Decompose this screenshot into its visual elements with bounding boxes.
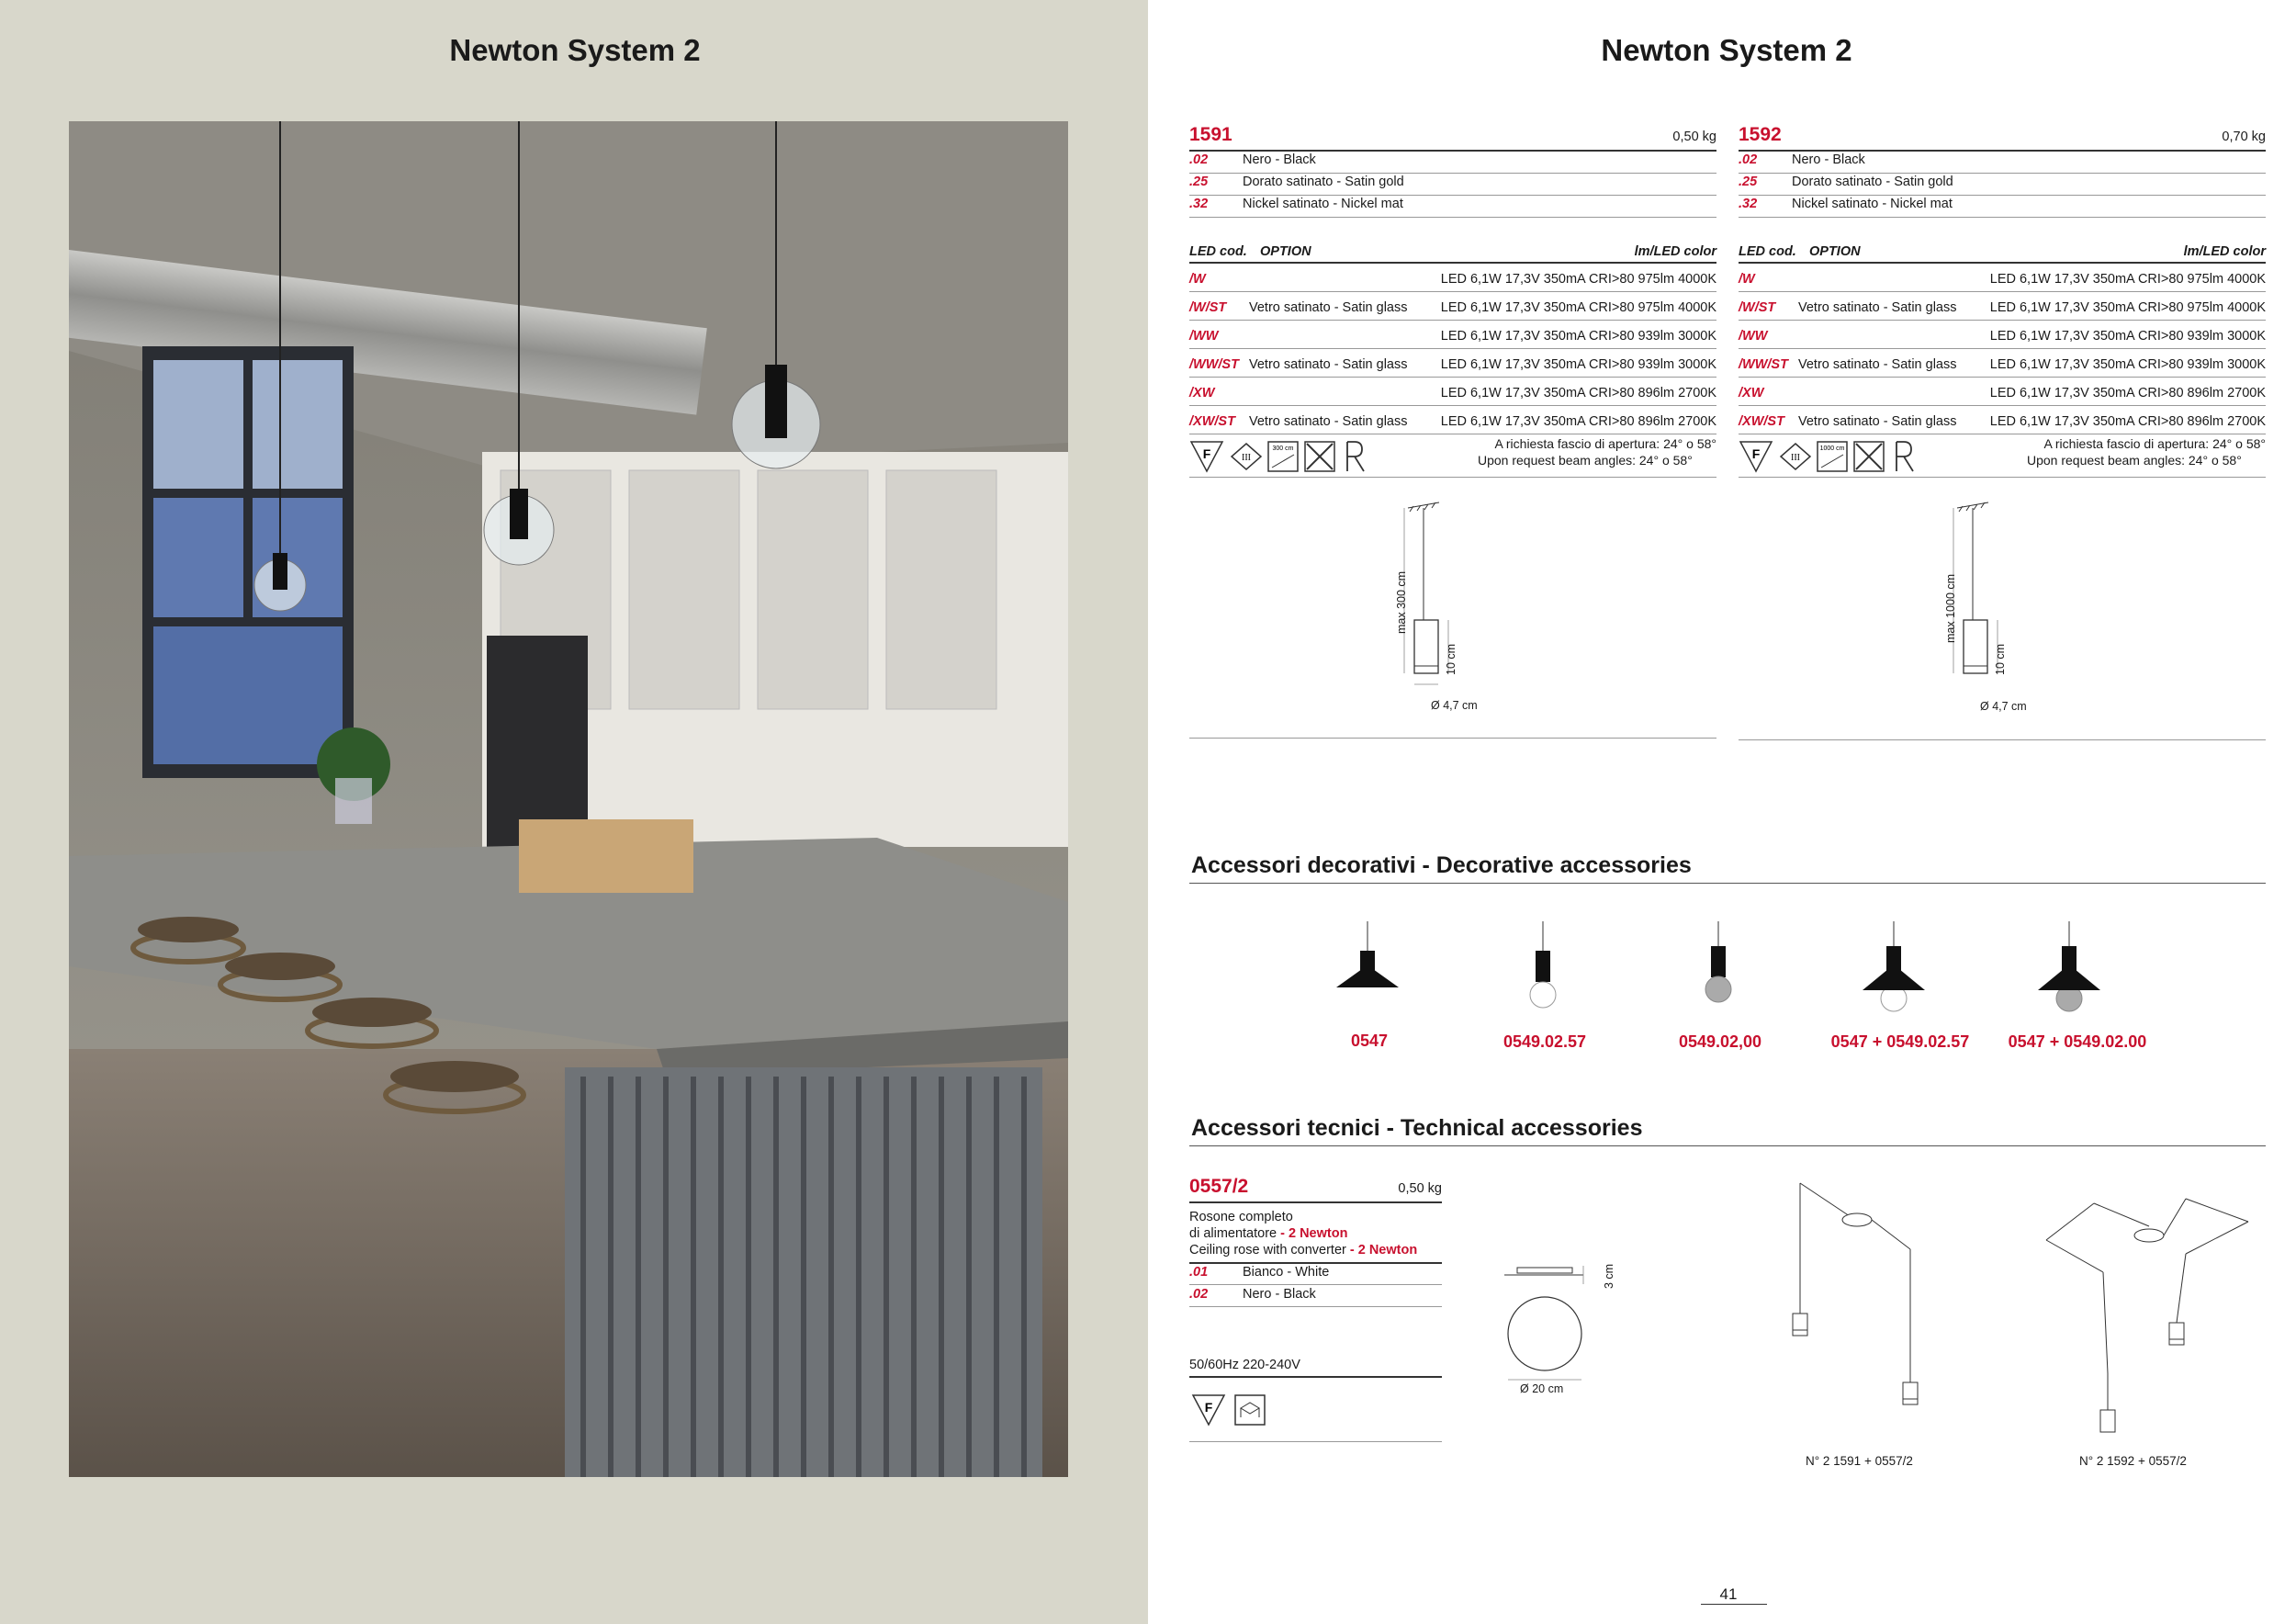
recycle-r-icon — [1896, 442, 1913, 471]
option-row: /XW/ST Vetro satinato - Satin glass LED 6,1W 17,3V 350mA CRI>80 896lm 2700K — [1739, 414, 2266, 429]
svg-text:F: F — [1204, 1400, 1213, 1415]
header-lm: lm/LED color — [1634, 244, 1716, 259]
page-title: Newton System 2 — [449, 33, 701, 67]
cable-length-icon — [1818, 442, 1847, 471]
svg-text:F: F — [1202, 446, 1211, 461]
dim-rose-diameter: Ø 20 cm — [1520, 1382, 1564, 1395]
recycle-r-icon — [1347, 442, 1364, 471]
decorative-title: Accessori decorativi - Decorative accessories — [1191, 852, 1692, 878]
option-row: /WW/ST Vetro satinato - Satin glass LED 6,1W 17,3V 350mA CRI>80 939lm 3000K — [1189, 357, 1716, 372]
class-f-icon — [1191, 442, 1222, 471]
shade-0547-icon — [1336, 921, 1399, 987]
power-spec: 50/60Hz 220-240V — [1189, 1358, 1300, 1372]
finish-row: .02 Nero - Black — [1189, 1287, 1316, 1302]
product-block-1592 — [1739, 124, 2266, 749]
ceiling-rose-drawing — [1497, 1258, 1616, 1396]
option-row: /WW LED 6,1W 17,3V 350mA CRI>80 939lm 3000K — [1189, 329, 1716, 344]
class-3-icon — [1781, 444, 1810, 469]
accessory-code: 0549.02.57 — [1503, 1032, 1587, 1051]
converter-icon — [1235, 1395, 1265, 1425]
page-title: Newton System 2 — [1601, 33, 1852, 67]
product-block-1591 — [1189, 124, 1716, 749]
class-3-icon — [1232, 444, 1261, 469]
header-lm: lm/LED color — [2183, 244, 2266, 259]
svg-text:III: III — [1242, 453, 1251, 463]
header-led: LED cod. — [1739, 244, 1796, 259]
class-f-icon — [1740, 442, 1772, 471]
finish-row: .02 Nero - Black — [1739, 152, 1865, 167]
certification-icons — [1739, 438, 1950, 475]
svg-text:1000 cm: 1000 cm — [1819, 445, 1845, 452]
product-weight: 0,50 kg — [1398, 1181, 1442, 1196]
product-code: 1591 — [1189, 124, 1232, 145]
option-row: /WW/ST Vetro satinato - Satin glass LED 6,1W 17,3V 350mA CRI>80 939lm 3000K — [1739, 357, 2266, 372]
page-number: 41 — [1719, 1585, 1738, 1603]
beam-note-it: A richiesta fascio di apertura: 24° o 58° — [2043, 436, 2266, 451]
desc-line: Ceiling rose with converter - 2 Newton — [1189, 1243, 1418, 1257]
shade-glass-clear-icon — [1863, 921, 1925, 1011]
svg-text:300 cm: 300 cm — [1272, 445, 1294, 452]
header-option: OPTION — [1809, 244, 1861, 259]
svg-text:F: F — [1751, 446, 1761, 461]
option-row: /XW/ST Vetro satinato - Satin glass LED 6,1W 17,3V 350mA CRI>80 896lm 2700K — [1189, 414, 1716, 429]
beam-note-en: Upon request beam angles: 24° o 58° — [1478, 453, 1693, 468]
kitchen-photo — [69, 121, 1068, 1477]
tech-icons — [1191, 1392, 1274, 1428]
technical-title: Accessori tecnici - Technical accessories — [1191, 1115, 1643, 1141]
glass-0549-02-00-icon — [1705, 921, 1731, 1002]
desc-line: Rosone completo — [1189, 1210, 1293, 1224]
dim-height: max 300 cm — [1395, 570, 1408, 634]
finish-row: .25 Dorato satinato - Satin gold — [1189, 175, 1404, 189]
technical-block-0557-2 — [1189, 1176, 1442, 1451]
svg-text:III: III — [1791, 453, 1800, 463]
accessory-code: 0547 — [1350, 1032, 1389, 1050]
header-led: LED cod. — [1189, 244, 1247, 259]
product-code: 1592 — [1739, 124, 1782, 145]
option-row: /WW LED 6,1W 17,3V 350mA CRI>80 939lm 3000K — [1739, 329, 2266, 344]
class-f-icon — [1193, 1395, 1224, 1425]
option-row: /W LED 6,1W 17,3V 350mA CRI>80 975lm 4000K — [1739, 272, 2266, 287]
desc-line: di alimentatore - 2 Newton — [1189, 1226, 1348, 1241]
combo-1592-drawing — [2039, 1171, 2259, 1456]
finish-row: .32 Nickel satinato - Nickel mat — [1739, 197, 1953, 211]
dim-diameter: Ø 4,7 cm — [1431, 699, 1478, 712]
accessory-code: 0547 + 0549.02.57 — [1830, 1032, 1970, 1051]
combo-caption: N° 2 1591 + 0557/2 — [1806, 1454, 1913, 1468]
dim-diameter: Ø 4,7 cm — [1980, 700, 2027, 713]
finish-row: .32 Nickel satinato - Nickel mat — [1189, 197, 1403, 211]
combo-1591-drawing — [1782, 1176, 1956, 1424]
accessory-code: 0547 + 0549.02.00 — [2008, 1032, 2147, 1051]
accessory-code: 0549.02,00 — [1678, 1032, 1762, 1051]
certification-icons — [1189, 438, 1401, 475]
dim-height: max 1000 cm — [1944, 573, 1957, 643]
finish-row: .01 Bianco - White — [1189, 1265, 1330, 1280]
product-weight: 0,50 kg — [1672, 130, 1716, 144]
finish-row: .25 Dorato satinato - Satin gold — [1739, 175, 1953, 189]
option-row: /W/ST Vetro satinato - Satin glass LED 6,1W 17,3V 350mA CRI>80 975lm 4000K — [1189, 300, 1716, 315]
product-weight: 0,70 kg — [2222, 130, 2266, 144]
no-cover-icon — [1305, 442, 1334, 471]
product-code: 0557/2 — [1189, 1176, 1249, 1197]
header-option: OPTION — [1260, 244, 1311, 259]
shade-glass-satin-icon — [2038, 921, 2100, 1011]
decorative-accessories-drawings — [1189, 914, 2266, 1015]
option-row: /W LED 6,1W 17,3V 350mA CRI>80 975lm 4000K — [1189, 272, 1716, 287]
kitchen-illustration — [69, 121, 1068, 1477]
option-row: /W/ST Vetro satinato - Satin glass LED 6,1W 17,3V 350mA CRI>80 975lm 4000K — [1739, 300, 2266, 315]
glass-0549-02-57-icon — [1530, 921, 1556, 1008]
combo-caption: N° 2 1592 + 0557/2 — [2079, 1454, 2187, 1468]
dim-body: 10 cm — [1445, 643, 1458, 675]
no-cover-icon — [1854, 442, 1884, 471]
dim-body: 10 cm — [1994, 643, 2007, 675]
dim-rose-height: 3 cm — [1603, 1263, 1615, 1289]
option-row: /XW LED 6,1W 17,3V 350mA CRI>80 896lm 2700K — [1189, 386, 1716, 400]
cable-length-icon — [1268, 442, 1298, 471]
option-row: /XW LED 6,1W 17,3V 350mA CRI>80 896lm 2700K — [1739, 386, 2266, 400]
finish-row: .02 Nero - Black — [1189, 152, 1316, 167]
beam-note-it: A richiesta fascio di apertura: 24° o 58° — [1494, 436, 1716, 451]
beam-note-en: Upon request beam angles: 24° o 58° — [2027, 453, 2242, 468]
